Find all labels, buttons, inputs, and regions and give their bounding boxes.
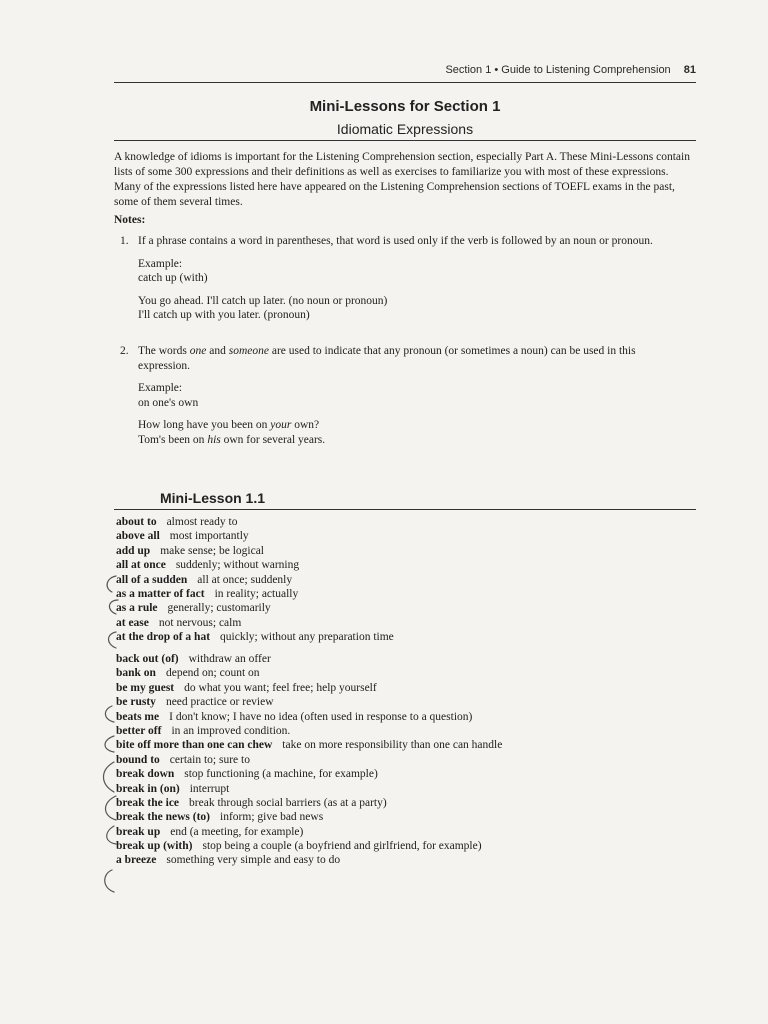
note-example [138,381,690,410]
idiom-entry [116,695,696,709]
idiom-term: break in (on) [116,782,180,795]
page-title: Mini-Lessons for Section 1 [309,98,501,115]
idiom-term: bound to [116,753,160,766]
example-phrase: on one's own [138,396,199,409]
idiom-term: break the ice [116,796,180,809]
title-rule [114,140,696,141]
text-run: The words [138,345,190,357]
text-run: How long have you been on [138,419,271,431]
idiom-definition: in an improved condition. [171,724,291,737]
idiom-entry [116,652,696,666]
idiom-term: at ease [116,616,149,629]
idiom-term: bite off more than one can chew [116,739,273,752]
note-usage [138,418,690,447]
page-subtitle: Idiomatic Expressions [336,121,474,137]
idiom-definition: most importantly [169,530,249,543]
pencil-marks-illustration [92,570,132,900]
idiom-term: a breeze [116,854,157,867]
note-text [138,344,690,373]
note-2 [120,344,690,447]
idiom-definition: break through social barriers (as at a party) [189,796,387,809]
text-run: Tom's been on [138,433,208,446]
text-run-italic: someone [228,345,269,357]
idiom-entry [116,587,696,601]
idiom-entry [116,810,696,824]
idiom-definition: make sense; be logical [160,544,264,557]
idiom-entry [116,796,696,810]
idiom-definition: almost ready to [166,516,238,528]
note-number: 1. [120,235,129,247]
idiom-entry [116,573,696,587]
idiom-entry [116,630,696,644]
idiom-entry [116,753,696,767]
idiom-term: beats me [116,710,160,723]
idiom-term: all of a sudden [116,573,188,586]
idiom-definition: all at once; suddenly [197,573,293,586]
idiom-entry [116,529,696,543]
idiom-entry [116,839,696,853]
idiom-definition: something very simple and easy to do [166,854,341,867]
idiom-definition: generally; customarily [167,602,271,615]
usage-line [138,433,690,448]
idiom-definition: interrupt [189,782,230,795]
running-title: Section 1 • Guide to Listening Comprehension [445,64,671,76]
idiom-definition: in reality; actually [214,587,299,600]
idiom-definition: quickly; without any preparation time [220,631,394,644]
idiom-entry [116,738,696,752]
idiom-term: all at once [116,559,166,572]
text-run-italic: one [189,345,207,357]
idiom-entry [116,782,696,796]
idiom-list-group-2 [116,652,696,868]
idiom-term: better off [116,724,162,737]
usage-line: You go ahead. I'll catch up later. (no noun or pronoun) [138,294,388,307]
idiom-definition: stop being a couple (a boyfriend and girlfriend, for example) [202,840,482,853]
example-label: Example: [138,382,183,394]
title-block [114,98,696,137]
note-usage [138,294,690,323]
idiom-entry [116,601,696,615]
idiom-definition: take on more responsibility than one can handle [282,739,503,752]
idiom-definition: inform; give bad news [220,811,324,824]
text-run: and [206,345,229,357]
mini-lesson-heading: Mini-Lesson 1.1 [160,490,266,506]
example-label: Example: [138,257,183,270]
idiom-term: add up [116,544,151,557]
idiom-term: at the drop of a hat [116,631,211,644]
idiom-definition: do what you want; feel free; help yourself [184,681,377,694]
text-run: own for several years. [220,433,326,446]
idiom-term: as a matter of fact [116,587,205,600]
idiom-definition: end (a meeting, for example) [170,825,304,838]
idiom-entry [116,515,696,529]
header-rule [114,82,696,83]
note-1 [120,234,690,323]
intro-paragraph: A knowledge of idioms is important for the Listening Comprehension section, especially Part A. These Mini-Lessons contain lists of some 300 expressions and their definitions as well as exercises to familiarize you with most of these expressions. Many of the expressions listed here have appeared on the Listening Comprehension sections of TOEFL exams in the past, some of them several times. [114,151,690,208]
notes-heading: Notes: [114,214,146,226]
note-example [138,257,690,286]
idiom-definition: stop functioning (a machine, for example) [184,768,378,781]
idiom-definition: need practice or review [165,696,274,709]
text-run: are used to indicate that any pronoun (or sometimes a noun) can be used in this expression. [138,345,636,372]
idiom-definition: I don't know; I have no idea (often used in response to a question) [169,710,473,723]
idiom-term: as a rule [116,602,158,615]
text-run-italic: his [207,433,221,446]
idiom-entry [116,724,696,738]
idiom-term: bank on [116,667,156,680]
page-number: 81 [683,64,696,76]
idiom-definition: certain to; sure to [169,753,250,766]
idiom-entry [116,710,696,724]
running-header [445,64,696,76]
usage-line: I'll catch up with you later. (pronoun) [138,309,310,321]
idiom-definition: withdraw an offer [188,653,271,665]
idiom-entry [116,616,696,630]
idiom-entry [116,558,696,572]
idiom-entry [116,681,696,695]
idiom-term: above all [116,530,160,543]
note-number: 2. [120,345,129,357]
idiom-term: break down [116,768,175,781]
idiom-term: back out (of) [116,653,179,665]
idiom-entry [116,767,696,781]
idiom-entry [116,825,696,839]
example-phrase: catch up (with) [138,272,208,284]
idiom-term: be my guest [116,681,175,694]
idiom-entry [116,666,696,680]
text-run: own? [291,419,320,431]
idiom-term: be rusty [116,696,156,709]
idiom-term: about to [116,516,157,528]
mini-lesson-rule [114,509,696,510]
text-run-italic: your [270,419,292,431]
idiom-term: break up (with) [116,840,193,853]
idiom-entry [116,544,696,558]
idiom-entry [116,853,696,867]
usage-line [138,418,690,433]
idiom-definition: depend on; count on [165,667,260,680]
idiom-term: break the news (to) [116,811,211,824]
idiom-list-group-1 [116,515,696,645]
idiom-definition: suddenly; without warning [175,559,300,572]
idiom-definition: not nervous; calm [158,616,242,629]
idiom-term: break up [116,825,161,838]
note-text: If a phrase contains a word in parentheses, that word is used only if the verb is followed by an noun or pronoun. [138,235,653,247]
